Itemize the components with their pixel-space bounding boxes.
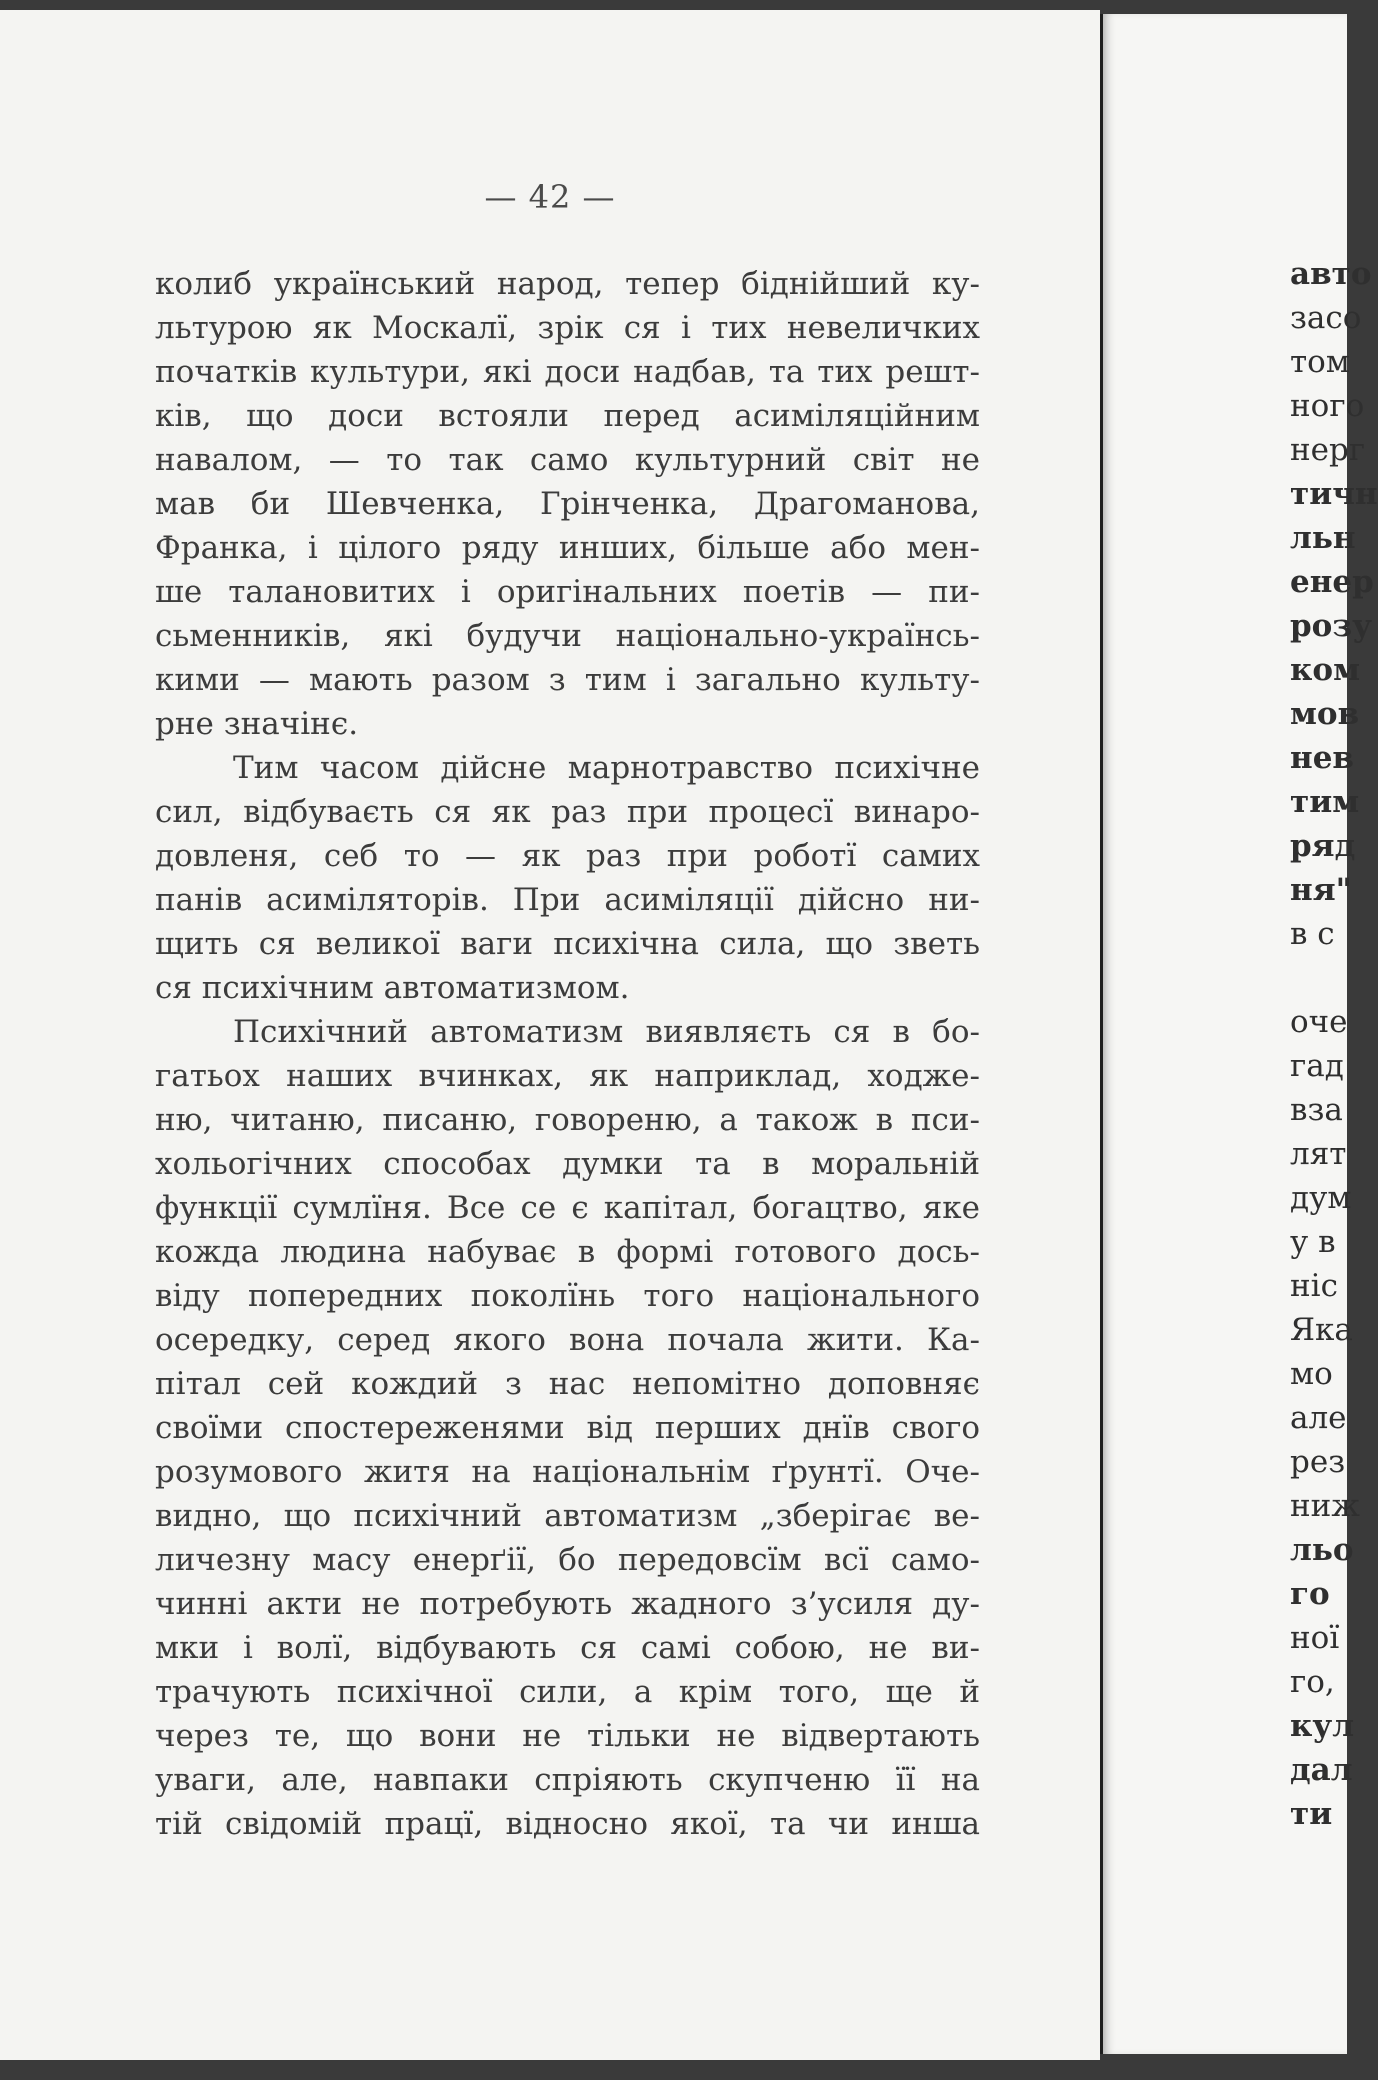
right-text-line: гад [1290,1048,1344,1084]
text-line: довленя, себ то — як раз при роботї самих [155,838,980,874]
right-text-line: дал [1290,1752,1353,1788]
right-text-line: ної [1290,1620,1340,1656]
right-text-line: нерг [1290,432,1366,468]
right-text-line: кул [1290,1708,1355,1744]
text-line: початків культури, які доси надбав, та тих решт- [155,354,980,390]
right-text-line: в с [1290,916,1335,952]
right-text-line: дум [1290,1180,1352,1216]
right-text-line: том [1290,344,1350,380]
text-line: сьменників, які будучи національно-українсь- [155,618,980,654]
right-text-line: оче [1290,1004,1348,1040]
right-text-line: Яка [1290,1312,1353,1348]
text-line: ся психічним автоматизмом. [155,970,630,1006]
left-page [0,10,1100,2060]
text-line: колиб український народ, тепер біднійший ку- [155,266,980,302]
text-line: осередку, серед якого вона почала жити. Ка- [155,1322,980,1358]
text-line: пітал сей кождий з нас непомітно доповняє [155,1366,980,1402]
page-number: — 42 — [484,178,616,216]
text-line: трачують психічної сили, а крім того, ще й [155,1674,980,1710]
right-text-line: ниж [1290,1488,1360,1524]
right-text-line: ня" [1290,872,1352,908]
text-line: тій свідомій працї, відносно якої, та чи инша [155,1806,980,1842]
text-line: панів асиміляторів. При асиміляції дійсно ни- [155,882,980,918]
right-text-line: ного [1290,388,1365,424]
text-line: Тим часом дійсне марнотравство психічне [233,750,980,786]
text-line: кими — мають разом з тим і загально культу- [155,662,980,698]
text-line: Психічний автоматизм виявляєть ся в бо- [233,1014,980,1050]
text-line: личезну масу енерґії, бо передовсїм всї само- [155,1542,980,1578]
text-line: віду попередних поколїнь того національного [155,1278,980,1314]
text-line: Франка, і цілого ряду инших, більше або мен- [155,530,980,566]
right-text-line: мов [1290,696,1360,732]
text-line: ків, що доси встояли перед асиміляційним [155,398,980,434]
text-line: гатьох наших вчинках, як наприклад, ходже- [155,1058,980,1094]
text-line: через те, що вони не тільки не відвертають [155,1718,980,1754]
right-text-line: ком [1290,652,1360,688]
right-text-line: розу [1290,608,1372,644]
right-text-line [1290,956,1350,1000]
text-line: щить ся великої ваги психічна сила, що зветь [155,926,980,962]
right-text-line: ніс [1290,1268,1338,1304]
text-line: розумового житя на національнім ґрунтї. Оче- [155,1454,980,1490]
right-page-text-fragment [1290,252,1378,1836]
right-text-line: рез [1290,1444,1346,1480]
right-text-line: авто [1290,256,1372,292]
text-line: кожда людина набуває в формі готового дось- [155,1234,980,1270]
right-text-line: у в [1290,1224,1336,1260]
right-text-line: льн [1290,520,1356,556]
text-line: хольогічних способах думки та в моральній [155,1146,980,1182]
right-text-line: тичн [1290,476,1378,512]
text-line: навалом, — то так само культурний світ не [155,442,980,478]
right-text-line: ряд [1290,828,1356,864]
text-line: ню, читаню, писаню, говореню, а також в пси- [155,1102,980,1138]
right-text-line: лят [1290,1136,1347,1172]
main-text-body [155,262,980,1846]
right-text-line: мо [1290,1356,1333,1392]
text-line: сил, відбуваєть ся як раз при процесї винаро- [155,794,980,830]
right-text-line: ти [1290,1796,1333,1832]
right-text-line: го [1290,1576,1330,1612]
text-line: ше талановитих і оригінальних поетів — пи- [155,574,980,610]
right-text-line: але [1290,1400,1347,1436]
text-line: рне значінє. [155,706,359,742]
text-line: чинні акти не потребують жадного з’усиля ду- [155,1586,980,1622]
text-line: мки і волї, відбувають ся самі собою, не ви- [155,1630,980,1666]
right-text-line: вза [1290,1092,1343,1128]
text-line: своїми спостереженями від перших днїв свого [155,1410,980,1446]
right-text-line: нев [1290,740,1354,776]
right-text-line: го, [1290,1664,1335,1700]
right-text-line: льо [1290,1532,1354,1568]
right-text-line: енер [1290,564,1374,600]
text-line: уваги, але, навпаки спріяють скупченю її на [155,1762,980,1798]
text-line: льтурою як Москалї, зрік ся і тих невеличких [155,310,980,346]
right-text-line: тим [1290,784,1360,820]
text-line: мав би Шевченка, Грінченка, Драгоманова, [155,486,980,522]
text-line: функції сумлїня. Все се є капітал, богацтво, яке [155,1190,980,1226]
right-text-line: засо [1290,300,1362,336]
text-line: видно, що психічний автоматизм „зберігає ве- [155,1498,980,1534]
